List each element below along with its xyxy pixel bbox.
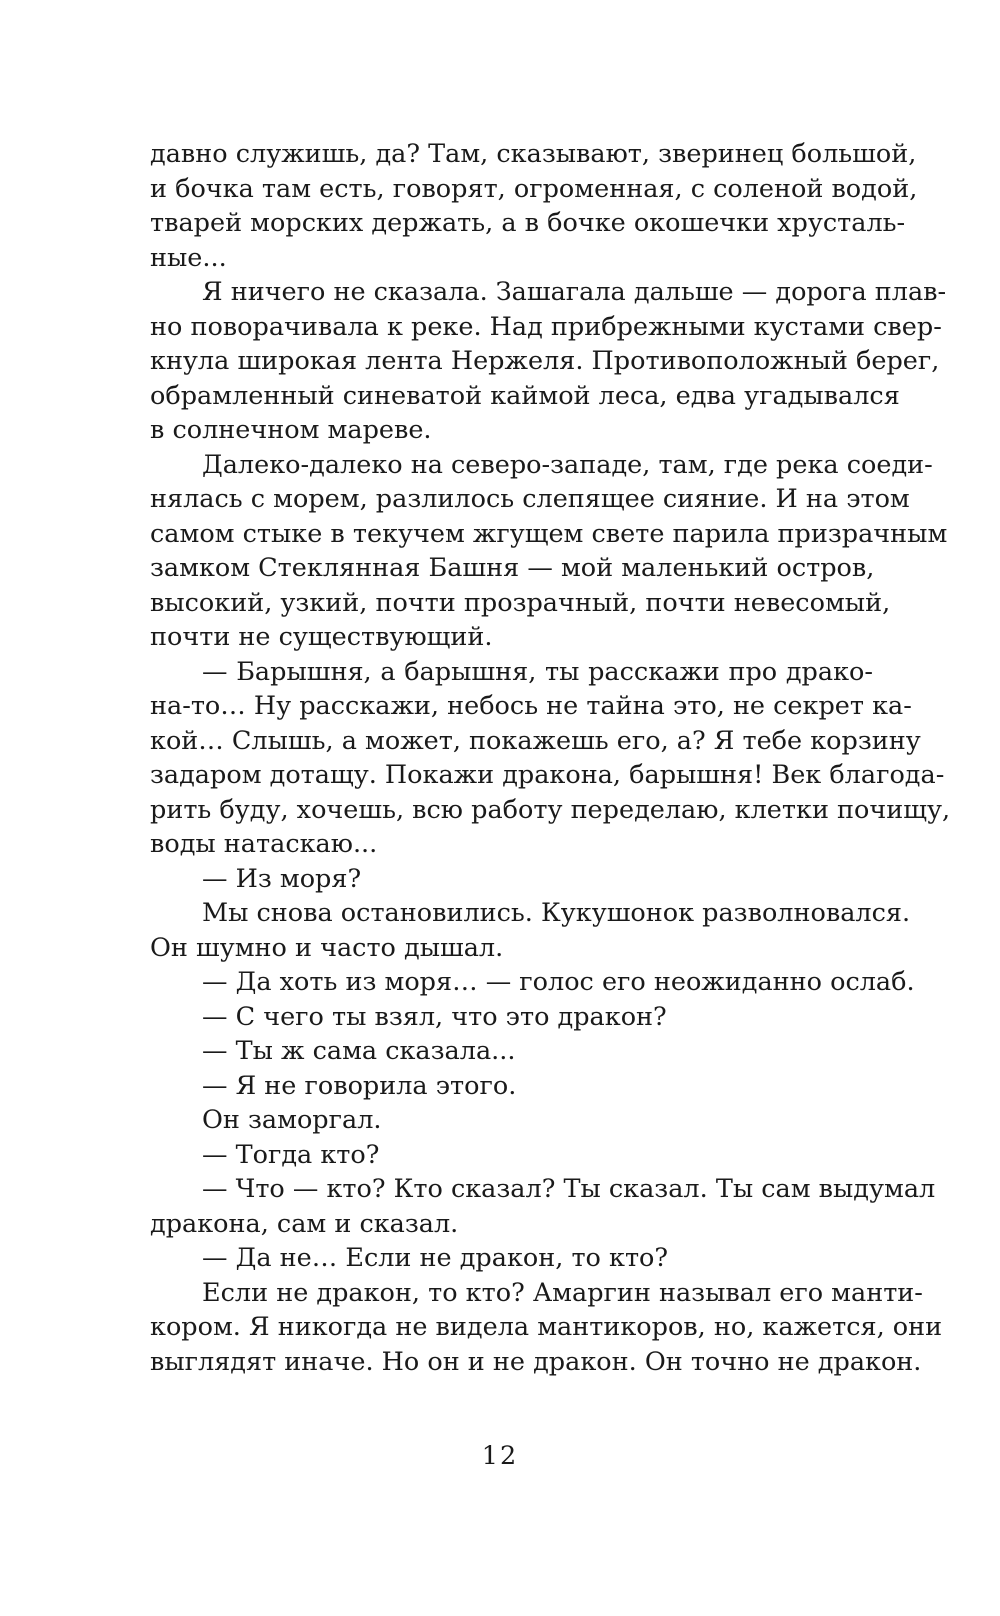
text-line: замком Стеклянная Башня — мой маленький остров, bbox=[150, 553, 875, 583]
text-line: высокий, узкий, почти прозрачный, почти невесомый, bbox=[150, 587, 891, 618]
text-line: Если не дракон, то кто? Амаргин называл его манти- bbox=[202, 1277, 923, 1308]
text-line: ные... bbox=[150, 242, 227, 273]
text-line: — Да хоть из моря… — голос его неожиданно ослаб. bbox=[202, 967, 915, 997]
body-text bbox=[150, 137, 951, 1379]
text-line: — Из моря? bbox=[202, 863, 362, 894]
text-line: на-то… Ну расскажи, небось не тайна это, не секрет ка- bbox=[150, 691, 912, 721]
text-line: Он шумно и часто дышал. bbox=[150, 932, 504, 963]
text-line: обрамленный синеватой каймой леса, едва угадывался bbox=[150, 380, 900, 411]
text-line: — Барышня, а барышня, ты расскажи про драко- bbox=[202, 656, 873, 687]
text-line: кором. Я никогда не видела мантикоров, но, кажется, они bbox=[150, 1312, 943, 1342]
text-line: кой… Слышь, а может, покажешь его, а? Я тебе корзину bbox=[150, 725, 921, 756]
text-line: — Ты ж сама сказала... bbox=[202, 1036, 516, 1066]
text-line: тварей морских держать, а в бочке окошечки хрусталь- bbox=[150, 208, 906, 238]
text-line: задаром дотащу. Покажи дракона, барышня! Век благода- bbox=[150, 760, 945, 790]
text-line: — С чего ты взял, что это дракон? bbox=[202, 1001, 667, 1032]
text-line: в солнечном мареве. bbox=[150, 415, 432, 445]
text-line: рить буду, хочешь, всю работу переделаю, клетки почищу, bbox=[150, 794, 951, 825]
page-number: 12 bbox=[481, 1441, 519, 1471]
text-line: но поворачивала к реке. Над прибрежными кустами свер- bbox=[150, 311, 942, 342]
text-line: давно служишь, да? Там, сказывают, зверинец большой, bbox=[150, 139, 917, 169]
text-line: Мы снова остановились. Кукушонок разволновался. bbox=[202, 898, 911, 928]
text-line: Я ничего не сказала. Зашагала дальше — дорога плав- bbox=[202, 277, 947, 307]
text-line: самом стыке в текучем жгущем свете парила призрачным bbox=[150, 518, 948, 549]
text-line: — Тогда кто? bbox=[202, 1139, 380, 1170]
text-line: кнула широкая лента Нержеля. Противоположный берег, bbox=[150, 346, 940, 376]
text-line: и бочка там есть, говорят, огроменная, с соленой водой, bbox=[150, 173, 918, 204]
text-line: Он заморгал. bbox=[202, 1105, 382, 1135]
text-line: почти не существующий. bbox=[150, 622, 493, 652]
text-line: — Да не… Если не дракон, то кто? bbox=[202, 1243, 669, 1273]
text-line: выглядят иначе. Но он и не дракон. Он точно не дракон. bbox=[150, 1346, 922, 1377]
text-line: — Я не говорила этого. bbox=[202, 1070, 517, 1101]
text-line: воды натаскаю... bbox=[150, 829, 378, 859]
text-line: нялась с морем, разлилось слепящее сияние. И на этом bbox=[150, 484, 910, 514]
text-line: Далеко-далеко на северо-западе, там, где река соеди- bbox=[202, 449, 933, 480]
text-line: дракона, сам и сказал. bbox=[150, 1208, 459, 1239]
text-line: — Что — кто? Кто сказал? Ты сказал. Ты сам выдумал bbox=[202, 1174, 936, 1204]
